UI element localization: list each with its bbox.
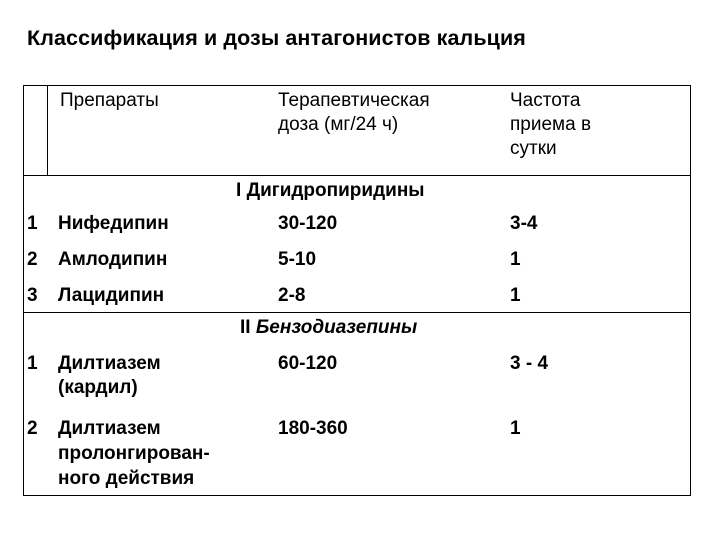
drug-name-line1: Дилтиазем [58,418,161,439]
row-number: 2 [27,418,38,439]
drug-name-line3: ного действия [58,468,195,489]
group-title-dihydropyridines [236,180,425,202]
table-border-right [690,85,691,496]
group-title-text: Дигидропиридины [246,180,425,201]
divider-header-group1 [23,175,691,176]
table-border-bottom [23,495,691,496]
group-title-prefix: I [236,180,242,201]
drug-dose: 180-360 [278,418,348,439]
table-border-top [23,85,691,86]
drug-name-line2: пролонгирован- [58,443,210,464]
divider-group1-group2 [23,312,691,313]
drug-dose: 30-120 [278,213,338,234]
drug-name: Амлодипин [58,249,168,270]
header-freq-line1: Частота [510,90,581,111]
drug-dose: 5-10 [278,249,317,270]
row-number: 3 [27,285,38,306]
header-column-divider [47,85,48,176]
drug-name-line1: Дилтиазем [58,353,161,374]
header-drugs: Препараты [60,90,159,111]
header-freq-line3: сутки [510,138,557,159]
drug-frequency: 3 - 4 [510,353,549,374]
page-title: Классификация и дозы антагонистов кальция [27,26,526,50]
drug-dose: 2-8 [278,285,306,306]
drug-dose: 60-120 [278,353,338,374]
drug-name: Лацидипин [58,285,165,306]
group-title-benzodiazepines [240,317,417,339]
row-number: 1 [27,213,38,234]
row-number: 2 [27,249,38,270]
header-dose-line2: доза (мг/24 ч) [278,114,399,135]
row-number: 1 [27,353,38,374]
table-border-left [23,85,24,496]
header-dose-line1: Терапевтическая [278,90,430,111]
drug-name: Нифедипин [58,213,169,234]
drug-frequency: 1 [510,418,521,439]
drug-name-line2: (кардил) [58,377,138,398]
header-freq-line2: приема в [510,114,592,135]
group-title-prefix: II [240,317,251,338]
drug-frequency: 1 [510,249,521,270]
drug-frequency: 1 [510,285,521,306]
group-title-text: Бензодиазепины [255,317,418,338]
drug-frequency: 3-4 [510,213,538,234]
